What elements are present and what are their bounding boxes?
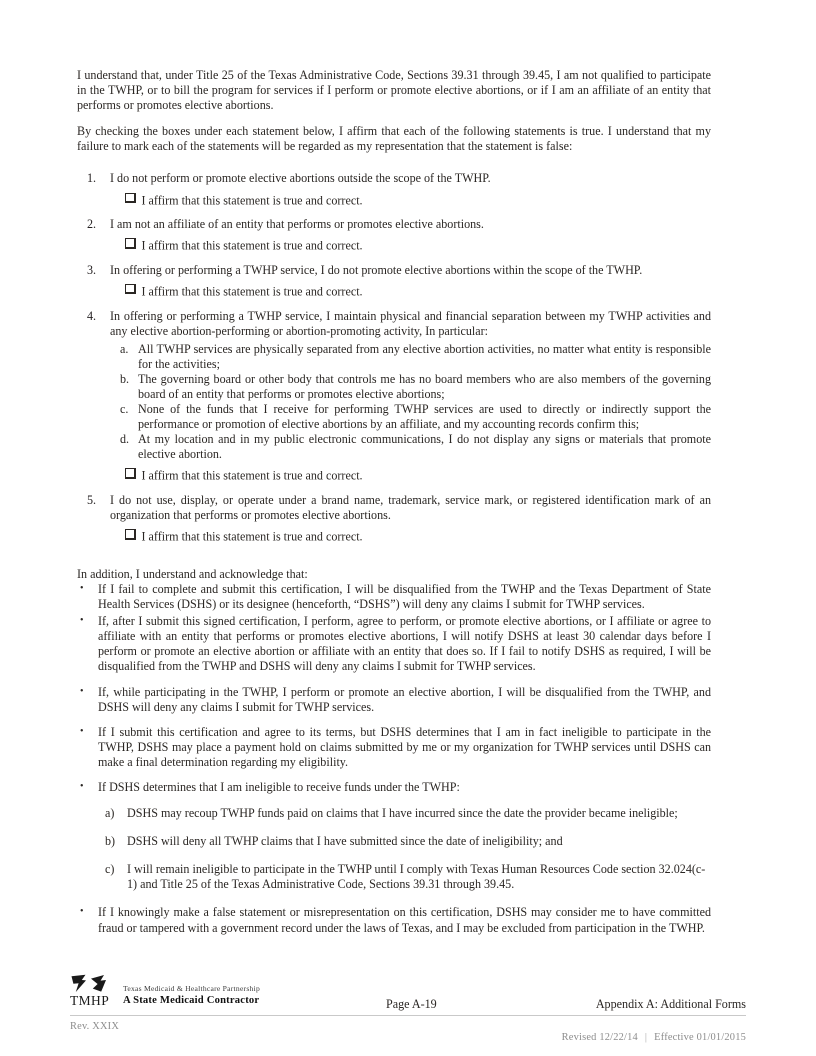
bullet-icon: •	[80, 780, 84, 792]
affirm-label: I affirm that this statement is true and correct.	[141, 284, 363, 299]
subitem-d	[110, 432, 711, 462]
statement-marker: 3.	[87, 262, 97, 277]
statement-text: I do not perform or promote elective abortions outside the scope of the TWHP.	[110, 171, 491, 186]
statement-text: I am not an affiliate of an entity that performs or promotes elective abortions.	[110, 217, 484, 232]
subitem-text: None of the funds that I receive for performing TWHP services are used to directly or indirectly support the performance or promotion of elective abortions by an affiliate, and my accounting records confirm this;	[138, 402, 711, 432]
bullet-icon: •	[80, 582, 84, 594]
affirm-label: I affirm that this statement is true and correct.	[141, 193, 363, 208]
date-separator: |	[644, 1032, 648, 1043]
statement-text: I do not use, display, or operate under a brand name, trademark, service mark, or registered identification mark of an organization that performs or promotes elective abortions.	[110, 493, 711, 523]
paren-marker: c)	[105, 862, 115, 877]
statement-item-1	[77, 171, 711, 208]
page-number: Page A-19	[386, 997, 437, 1011]
checkbox-icon[interactable]	[125, 284, 136, 295]
logo-mark-wrap	[70, 974, 112, 1008]
numbered-statement-list	[77, 171, 711, 544]
paren-text: DSHS may recoup TWHP funds paid on claims that I have incurred since the date the provider became ineligible;	[127, 806, 678, 821]
subitem-a	[110, 342, 711, 372]
bullet-item-6	[77, 905, 711, 935]
bullet-text: If I fail to complete and submit this certification, I will be disqualified from the TWHP and the Texas Department of State Health Services (DSHS) or its designee (henceforth, “DSHS”) will deny any claims I submit for TWHP services.	[98, 581, 711, 612]
bullet-text: If, after I submit this signed certification, I perform, agree to perform, or promote elective abortions, or I affiliate or agree to affiliate with an entity that performs or promotes elective abortions, I will notify DSHS at least 30 calendar days before I perform or promote an elective abortion or affiliate with an entity that does so. If I fail to notify DSHS as required, I will be disqualified from the TWHP and DSHS will deny any claims I submit for TWHP services.	[98, 614, 711, 674]
statement-item-5	[77, 493, 711, 545]
logo-abbreviation: TMHP	[70, 993, 110, 1008]
bullet-text: If DSHS determines that I am ineligible to receive funds under the TWHP:	[98, 779, 460, 794]
statement-text: In offering or performing a TWHP service, I maintain physical and financial separation between my TWHP activities and any elective abortion-performing or abortion-promoting activity, In particular:	[110, 308, 711, 338]
affirm-row-2[interactable]	[110, 238, 711, 254]
revision-label: Rev. XXIX	[70, 1021, 120, 1032]
paren-text: DSHS will deny all TWHP claims that I have submitted since the date of ineligibility; and	[127, 834, 563, 849]
paren-item-a	[77, 806, 711, 821]
tmhp-emblem-icon	[70, 974, 112, 993]
intro-paragraph-1: I understand that, under Title 25 of the Texas Administrative Code, Sections 39.31 through 39.45, I am not qualified to participate in the TWHP, or to bill the program for services if I perform or promote elective abortions, or if I am an affiliate of an entity that performs or promotes elective abortions.	[77, 68, 711, 113]
subitem-text: All TWHP services are physically separated from any elective abortion activities, no matter what entity is responsible for the activities;	[138, 341, 711, 371]
subitem-marker: a.	[120, 341, 129, 356]
subitem-text: The governing board or other body that controls me has no board members who are also members of the governing board of an entity that performs or promotes elective abortions;	[138, 371, 711, 401]
logo-wordmark	[123, 984, 260, 1009]
statement-text: In offering or performing a TWHP service, I do not promote elective abortions within the scope of the TWHP.	[110, 262, 643, 277]
logo-tagline: Texas Medicaid & Healthcare Partnership	[123, 983, 260, 993]
bullet-text: If I knowingly make a false statement or misrepresentation on this certification, DSHS may consider me to have committed fraud or tampered with a government record under the laws of Texas, and I may be excluded from participation in the TWHP.	[98, 905, 711, 935]
statement-marker: 1.	[87, 171, 97, 186]
bullet-item-3	[77, 685, 711, 715]
appendix-label: Appendix A: Additional Forms	[595, 997, 746, 1011]
subitem-b	[110, 372, 711, 402]
footer-dates	[545, 1021, 746, 1054]
bullet-text: If, while participating in the TWHP, I perform or promote an elective abortion, I will be disqualified from the TWHP, and DSHS will deny any claims I submit for TWHP services.	[98, 684, 711, 714]
checkbox-icon[interactable]	[125, 193, 136, 204]
subitem-marker: b.	[120, 371, 130, 386]
checkbox-icon[interactable]	[125, 468, 136, 479]
checkbox-icon[interactable]	[125, 529, 136, 540]
checkbox-icon[interactable]	[125, 238, 136, 249]
document-body	[77, 68, 711, 946]
affirm-row-1[interactable]	[110, 193, 711, 209]
tmhp-logo	[70, 974, 260, 1008]
affirm-label: I affirm that this statement is true and correct.	[141, 238, 363, 253]
final-bullet-list	[77, 905, 711, 935]
bullet-text: If I submit this certification and agree to its terms, but DSHS determines that I am in fact ineligible to participate in the TWHP, DSHS may place a payment hold on claims submitted by me or my organization for TWHP services until DSHS can make a final determination regarding my eligibility.	[98, 724, 711, 769]
subitem-marker: d.	[120, 432, 130, 447]
statement-item-4	[77, 309, 711, 485]
paren-marker: b)	[105, 834, 116, 849]
bullet-icon: •	[80, 725, 84, 737]
statement-marker: 4.	[87, 308, 97, 323]
statement-item-3	[77, 263, 711, 300]
revised-date: Revised 12/22/14	[561, 1032, 638, 1043]
footer-main-row	[70, 974, 746, 1016]
bullet-icon: •	[80, 615, 84, 627]
intro-paragraph-2: By checking the boxes under each statement below, I affirm that each of the following statements is true. I understand that my failure to mark each of the statements will be regarded as my representation that the statement is false:	[77, 124, 711, 154]
statement-item-2	[77, 217, 711, 254]
bullet-icon: •	[80, 906, 84, 918]
subitem-c	[110, 402, 711, 432]
page-footer	[0, 974, 816, 1056]
paren-marker: a)	[105, 806, 115, 821]
bullet-icon: •	[80, 685, 84, 697]
paren-text: I will remain ineligible to participate in the TWHP until I comply with Texas Human Resources Code section 32.024(c-1) and Title 25 of the Texas Administrative Code, Sections 39.31 through 39.45.	[127, 862, 706, 892]
subitem-text: At my location and in my public electronic communications, I do not display any signs or materials that promote elective abortion.	[138, 432, 711, 462]
statement-4-subitems	[110, 342, 711, 463]
statement-marker: 5.	[87, 493, 97, 508]
subitem-marker: c.	[120, 402, 129, 417]
bullet-item-5	[77, 780, 711, 795]
affirm-row-3[interactable]	[110, 284, 711, 300]
acknowledgment-bullet-list	[77, 582, 711, 795]
affirm-label: I affirm that this statement is true and correct.	[141, 468, 363, 483]
statement-marker: 2.	[87, 217, 97, 232]
ineligibility-subitems	[77, 806, 711, 892]
bullet-item-1	[77, 582, 711, 612]
effective-date: Effective 01/01/2015	[654, 1032, 746, 1043]
affirm-label: I affirm that this statement is true and correct.	[141, 529, 363, 544]
affirm-row-5[interactable]	[110, 529, 711, 545]
footer-divider	[70, 1015, 746, 1016]
bullet-item-4	[77, 725, 711, 770]
paren-item-b	[77, 834, 711, 849]
acknowledgment-intro: In addition, I understand and acknowledge that:	[77, 566, 308, 581]
logo-subtitle: A State Medicaid Contractor	[123, 995, 260, 1006]
affirm-row-4[interactable]	[110, 468, 711, 484]
bullet-item-2	[77, 614, 711, 674]
paren-item-c	[77, 862, 711, 892]
